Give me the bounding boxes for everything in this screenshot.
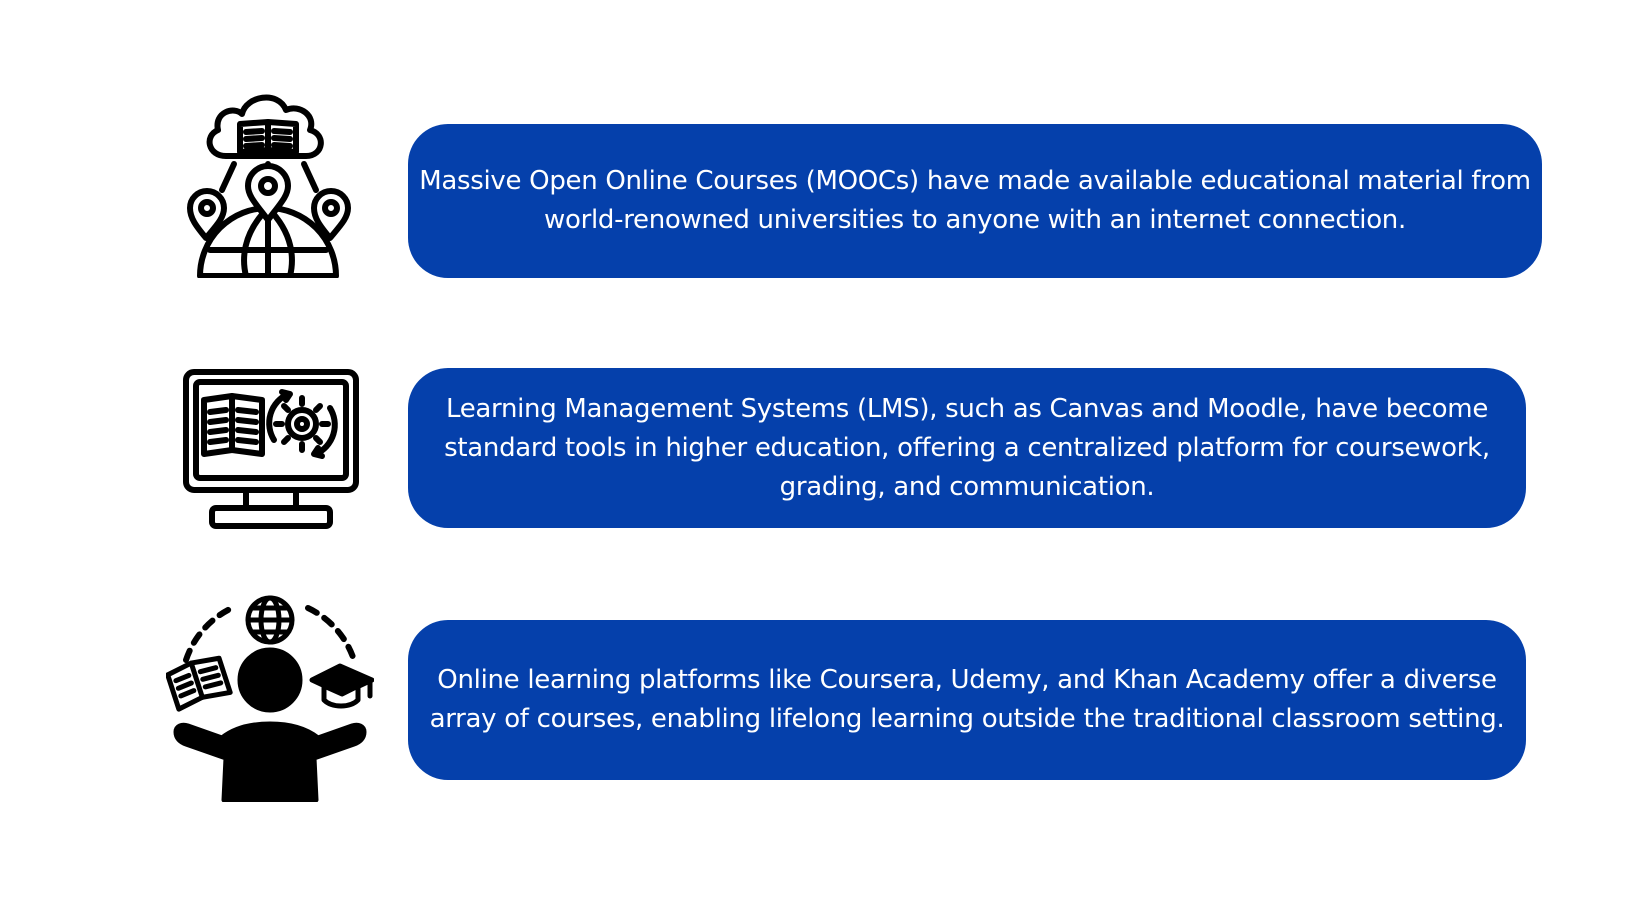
info-card-text: Online learning platforms like Coursera, Udemy, and Khan Academy offer a diverse array of courses, enabling lifelong learning outside the traditional classroom setting. <box>429 665 1505 734</box>
cloud-book-globe-locations-icon <box>186 84 352 278</box>
monitor-book-gear-icon <box>182 368 360 530</box>
info-card-online-platforms <box>408 620 1526 780</box>
info-card-text: Massive Open Online Courses (MOOCs) have made available educational material from world-renowned universities to anyone with an internet connection. <box>419 166 1531 235</box>
learner-juggling-book-globe-cap-icon <box>166 594 374 802</box>
info-card-text: Learning Management Systems (LMS), such as Canvas and Moodle, have become standard tools in higher education, offering a centralized platform for coursework, grading, and communication. <box>444 393 1490 502</box>
info-card-lms <box>408 368 1526 528</box>
info-card-moocs <box>408 124 1542 278</box>
